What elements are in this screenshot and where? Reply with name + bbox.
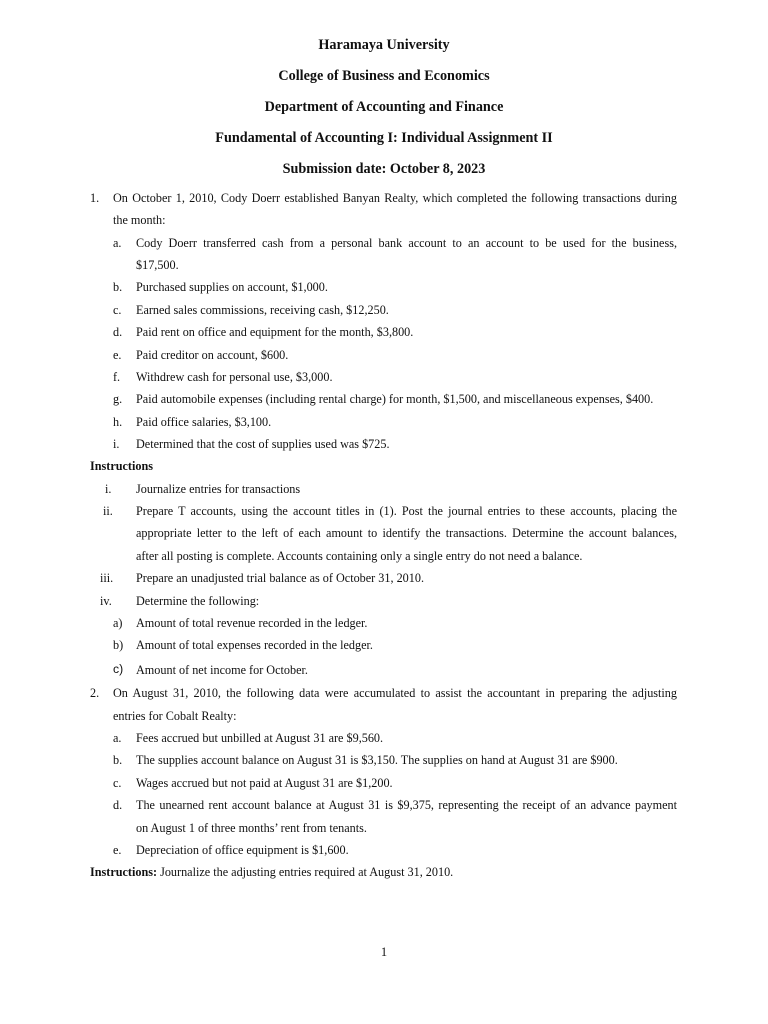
college-title: College of Business and Economics xyxy=(278,68,490,84)
q2-item-a-marker: a. xyxy=(113,731,122,745)
q2-instructions-text: Journalize the adjusting entries required at August 31, 2010. xyxy=(157,865,454,879)
q2-instructions xyxy=(90,865,453,880)
q2-item-a-text: Fees accrued but unbilled at August 31 are $9,560. xyxy=(136,731,384,745)
q1-item-h-text: Paid office salaries, $3,100. xyxy=(136,415,272,429)
q1-item-d-text: Paid rent on office and equipment for the month, $3,800. xyxy=(136,325,414,339)
q2-item-c-marker: c. xyxy=(113,776,122,790)
question-1-intro-line-1: On October 1, 2010, Cody Doerr established Banyan Realty, which completed the following transactions during xyxy=(113,191,677,205)
q1-determine-a-marker: a) xyxy=(113,616,123,630)
question-1-intro-line-2: the month: xyxy=(113,213,166,227)
q2-item-d-line-1: The unearned rent account balance at August 31 is $9,375, representing the receipt of an advance payment xyxy=(136,798,677,812)
q1-item-g-marker: g. xyxy=(113,392,123,406)
question-2-intro-line-2: entries for Cobalt Realty: xyxy=(113,709,237,723)
q1-item-d-marker: d. xyxy=(113,325,123,339)
department-title: Department of Accounting and Finance xyxy=(264,99,504,115)
q2-item-e-text: Depreciation of office equipment is $1,600. xyxy=(136,843,349,857)
q1-instruction-i-marker: i. xyxy=(105,482,112,496)
q1-item-f-marker: f. xyxy=(113,370,121,384)
question-2-intro-line-1: On August 31, 2010, the following data were accumulated to assist the accountant in preparing the adjusting xyxy=(113,686,677,700)
q1-item-a-marker: a. xyxy=(113,236,122,250)
q1-determine-a-text: Amount of total revenue recorded in the ledger. xyxy=(136,616,368,630)
page-number: 1 xyxy=(380,945,388,959)
q1-item-h-marker: h. xyxy=(113,415,123,429)
submission-date: Submission date: October 8, 2023 xyxy=(282,161,486,177)
q2-instructions-heading: Instructions: xyxy=(90,865,158,879)
q1-item-b-text: Purchased supplies on account, $1,000. xyxy=(136,280,328,294)
q1-item-i-marker: i. xyxy=(113,437,120,451)
q1-instructions-heading: Instructions xyxy=(90,459,153,473)
question-1-number: 1. xyxy=(90,191,100,205)
q1-instruction-i-text: Journalize entries for transactions xyxy=(136,482,301,496)
q1-instruction-ii-line-1: Prepare T accounts, using the account titles in (1). Post the journal entries to these accounts, placing the xyxy=(136,504,677,518)
question-2-number: 2. xyxy=(90,686,100,700)
q1-instruction-ii-line-3: after all posting is complete. Accounts containing only a single entry do not need a balance. xyxy=(136,549,583,563)
q1-item-b-marker: b. xyxy=(113,280,123,294)
q1-item-f-text: Withdrew cash for personal use, $3,000. xyxy=(136,370,333,384)
q1-instruction-iii-text: Prepare an unadjusted trial balance as of October 31, 2010. xyxy=(136,571,424,585)
course-title: Fundamental of Accounting I: Individual Assignment II xyxy=(215,130,553,146)
q1-instruction-iv-text: Determine the following: xyxy=(136,594,260,608)
q1-item-c-text: Earned sales commissions, receiving cash, $12,250. xyxy=(136,303,389,317)
q1-instruction-ii-marker: ii. xyxy=(103,504,113,518)
q1-item-c-marker: c. xyxy=(113,303,122,317)
q2-item-c-text: Wages accrued but not paid at August 31 are $1,200. xyxy=(136,776,393,790)
q1-instruction-iii-marker: iii. xyxy=(100,571,114,585)
q1-determine-b-text: Amount of total expenses recorded in the ledger. xyxy=(136,638,373,652)
q2-item-d-marker: d. xyxy=(113,798,123,812)
q2-item-b-text: The supplies account balance on August 31 is $3,150. The supplies on hand at August 31 are $900. xyxy=(136,753,618,767)
q2-item-b-marker: b. xyxy=(113,753,123,767)
q1-item-i-text: Determined that the cost of supplies used was $725. xyxy=(136,437,390,451)
q1-item-g-text: Paid automobile expenses (including rental charge) for month, $1,500, and miscellaneous expenses, $400. xyxy=(136,392,654,406)
q1-instruction-ii-line-2: appropriate letter to the left of each amount to identify the transactions. Determine the account balances, xyxy=(136,526,677,540)
q1-item-e-marker: e. xyxy=(113,348,122,362)
q2-item-d-line-2: on August 1 of three months’ rent from tenants. xyxy=(136,821,367,835)
q1-item-e-text: Paid creditor on account, $600. xyxy=(136,348,289,362)
q2-item-e-marker: e. xyxy=(113,843,122,857)
university-title: Haramaya University xyxy=(318,37,450,53)
q1-instruction-iv-marker: iv. xyxy=(100,594,112,608)
q1-determine-c-marker: c) xyxy=(113,662,124,676)
q1-item-a-line-2: $17,500. xyxy=(136,258,179,272)
q1-determine-c-text: Amount of net income for October. xyxy=(136,663,308,677)
q1-item-a-line-1: Cody Doerr transferred cash from a personal bank account to an account to be used for the business, xyxy=(136,236,677,250)
q1-determine-b-marker: b) xyxy=(113,638,124,652)
